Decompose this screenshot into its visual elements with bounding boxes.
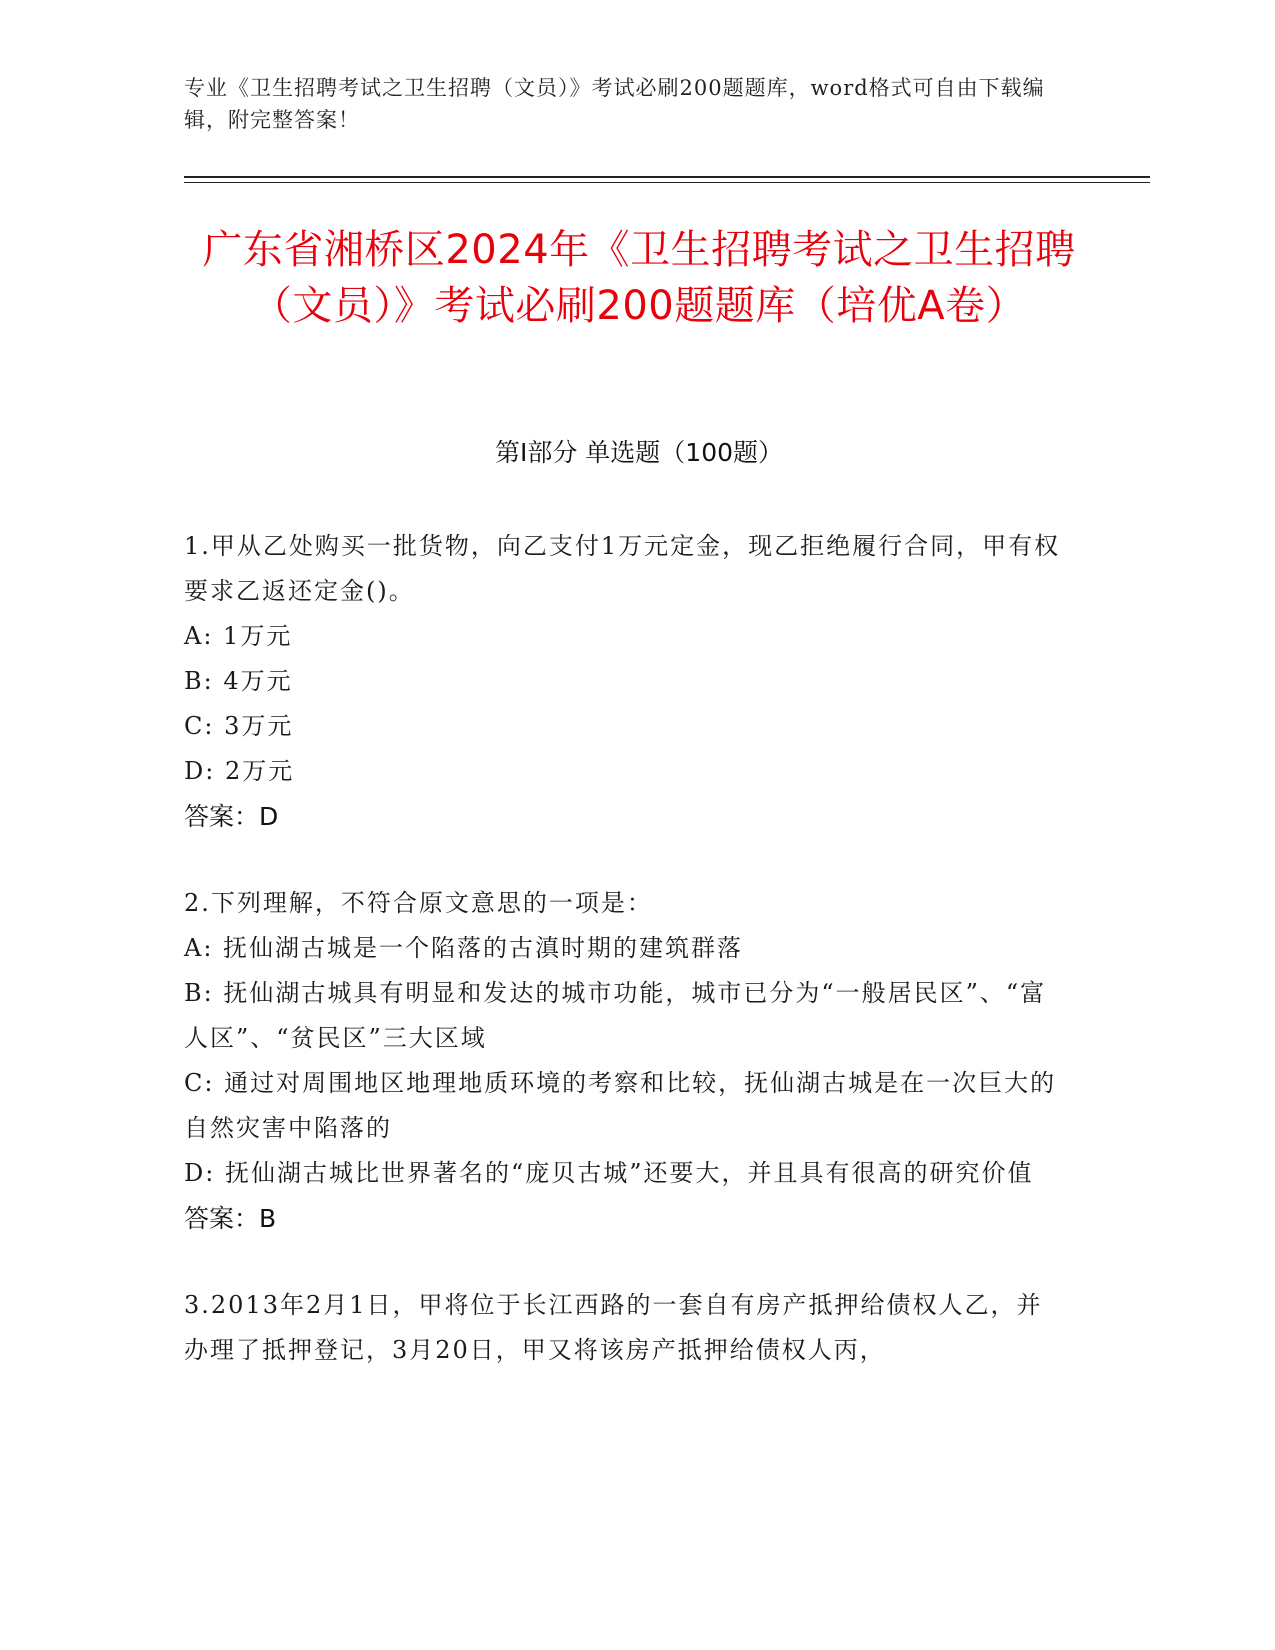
question-stem: 2.下列理解，不符合原文意思的一项是：	[184, 889, 653, 917]
header-divider-thin	[184, 182, 1150, 183]
header-divider-thick	[184, 176, 1150, 178]
question-list	[184, 524, 1064, 1415]
question-1	[184, 524, 1064, 839]
answer: 答案：B	[184, 1204, 277, 1233]
answer: 答案：D	[184, 802, 279, 831]
option-a: A: 1万元	[184, 622, 293, 650]
option-b: B: 4万元	[184, 667, 293, 695]
question-stem: 1.甲从乙处购买一批货物，向乙支付1万元定金，现乙拒绝履行合同，甲有权要求乙返还定金()。	[184, 532, 1061, 605]
option-c: C: 3万元	[184, 712, 294, 740]
question-stem: 3.2013年2月1日，甲将位于长江西路的一套自有房产抵押给债权人乙，并办理了抵押登记，3月20日，甲又将该房产抵押给债权人丙，	[184, 1291, 1043, 1364]
section-title: 第I部分 单选题（100题）	[494, 438, 784, 467]
question-3	[184, 1283, 1064, 1373]
option-a: A: 抚仙湖古城是一个陷落的古滇时期的建筑群落	[184, 934, 744, 962]
question-2	[184, 881, 1064, 1241]
document-title: 广东省湘桥区2024年《卫生招聘考试之卫生招聘（文员）》考试必刷200题题库（培优A卷）	[202, 227, 1076, 329]
header-note: 专业《卫生招聘考试之卫生招聘（文员）》考试必刷200题题库，word格式可自由下载编辑，附完整答案！	[184, 76, 1045, 132]
option-d: D: 抚仙湖古城比世界著名的“庞贝古城”还要大，并且具有很高的研究价值	[184, 1159, 1034, 1187]
option-b: B: 抚仙湖古城具有明显和发达的城市功能，城市已分为“一般居民区”、“富人区”、“贫民区”三大区域	[184, 979, 1047, 1052]
option-d: D: 2万元	[184, 757, 295, 785]
option-c: C: 通过对周围地区地理地质环境的考察和比较，抚仙湖古城是在一次巨大的自然灾害中陷落的	[184, 1069, 1057, 1142]
